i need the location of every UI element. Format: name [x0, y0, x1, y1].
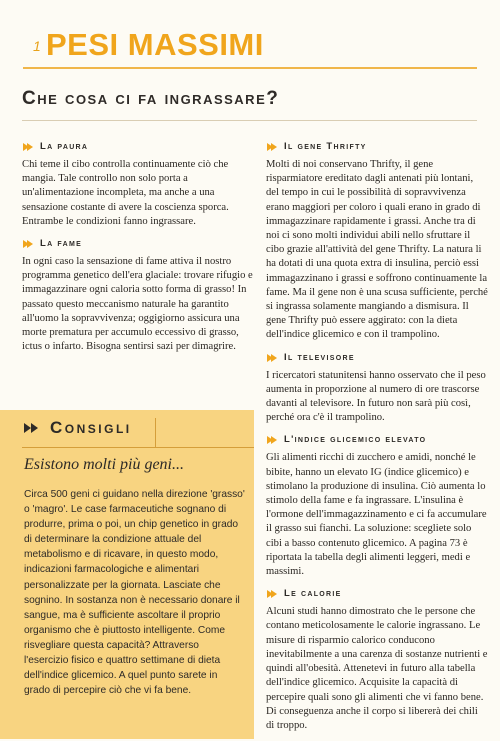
section-body: Alcuni studi hanno dimostrato che le persone che contano meticolosamente le calorie ingrassano. Le misure di risparmio calorico conducono inevitabilmente a una carenza di sostanze nutrienti e quindi all'obesità. Attenetevi in futuro alla tabella dell'indice glicemico. Acquisite la capacità di percepire quali sono gli alimenti che vi fanno bene. Di conseguenza anche il corpo si libererà dei chili di troppo.: [266, 606, 488, 731]
section-thrifty: [266, 140, 488, 343]
page-header: [0, 0, 500, 82]
section-televisore: [266, 351, 488, 426]
section-title: La paura: [40, 140, 89, 152]
section-body: I ricercatori statunitensi hanno osservato che il peso aumenta in proporzione al numero di ore trascorse davanti al televisore. In futuro non sarà più così, perché ora c'è il trampolino.: [266, 369, 486, 424]
arrow-icon: [266, 435, 278, 445]
consigli-subtitle: Esistono molti più geni...: [24, 456, 184, 473]
section-title: Il gene Thrifty: [284, 140, 367, 152]
arrow-icon: [22, 421, 42, 435]
chapter-number: 1: [33, 38, 41, 54]
section-body: Chi teme il cibo controlla continuamente ciò che mangia. Tale controllo non solo porta a un'alimentazione incompleta, ma anche a una sensazione costante di avere la coscienza sporca. Entrambe le condizioni fanno ingrassare.: [22, 159, 229, 227]
section-title: Il televisore: [284, 351, 355, 363]
consigli-header: [22, 418, 132, 438]
arrow-icon: [266, 353, 278, 363]
section-fame: [22, 237, 254, 354]
section-body: Molti di noi conservano Thrifty, il gene risparmiatore ereditato dagli antenati più lontani, del tempo in cui le possibilità di sopravvivenza erano maggiori per coloro i quali erano in grado di immagazzinare rapidamente i grassi. Anche tra di noi ci sono molti individui abili nello sfruttare il cibo grazie all'attività del gene Thrifty. La natura li ha dotati di una quota extra di insulina, perciò essi immagazzinano i grassi e soffrono continuamente la fame. Ma il gene non è una scusa sufficiente, perché si ingrassa solamente mangiando a dismisura. Il gene Thrifty può essere aggirato: con la dieta dell'indice glicemico e con il trampolino.: [266, 159, 488, 341]
left-column: [22, 140, 254, 362]
section-calorie: [266, 587, 488, 733]
section-body: In ogni caso la sensazione di fame attiva il nostro programma genetico dell'era glaciale: trovare rifugio e immagazzinare ogni caloria sotto forma di grasso! In passato questo meccanismo naturale ha garantito all'uomo la sopravvivenza; oggigiorno assicura una morte prematura per accumulo eccessivo di grasso, ictus o infarto. Bisogna sentirsi sazi per dimagrire.: [22, 256, 253, 353]
consigli-divider-vertical: [155, 418, 156, 448]
section-body: Gli alimenti ricchi di zucchero e amidi, nonché le bibite, hanno un elevato IG (indice glicemico) e stimolano la produzione di insulina. Ciò aumenta lo stimolo della fame e fa ingrassare. L'insulina è l'ormone dell'immagazzinamento e ci fa accumulare il grasso sui fianchi. La soluzione: scegliete solo cibi a basso contenuto glicemico. A pagina 73 è riportata la tabella degli alimenti leggeri, medi e massimi.: [266, 452, 487, 578]
arrow-icon: [22, 239, 34, 249]
section-title: Le calorie: [284, 588, 342, 600]
arrow-icon: [266, 142, 278, 152]
chapter-title: PESI MASSIMI: [46, 27, 264, 62]
header-divider: [23, 67, 477, 69]
subtitle-divider: [22, 120, 477, 121]
section-indice-glicemico: [266, 433, 488, 579]
consigli-body: Circa 500 geni ci guidano nella direzione 'grasso' o 'magro'. Le case farmaceutiche sognano di produrre, prima o poi, un chip genetico in grado di determinare la condizione attuale del metabolismo e di ricavare, in questo modo, indicazioni farmacologiche e alimentari personalizzate per la giornata. Lasciate che sognino. In sostanza non è necessario donare il sangue, ma è sufficiente ascoltare il proprio organismo che è piuttosto intelligente. Come risvegliare questa capacità? Attraverso l'esercizio fisico e quattro settimane di dieta dell'indice glicemico. A quel punto sarete in grado di percepire ciò che vi fa bene.: [24, 489, 245, 697]
section-title: L'indice glicemico elevato: [284, 434, 427, 446]
arrow-icon: [266, 589, 278, 599]
section-paura: [22, 140, 254, 229]
page-subtitle: Che cosa ci fa ingrassare?: [22, 88, 280, 109]
consigli-divider: [22, 447, 254, 448]
section-title: La fame: [40, 237, 83, 249]
arrow-icon: [22, 142, 34, 152]
right-column: [266, 140, 488, 741]
consigli-title: Consigli: [50, 418, 132, 437]
